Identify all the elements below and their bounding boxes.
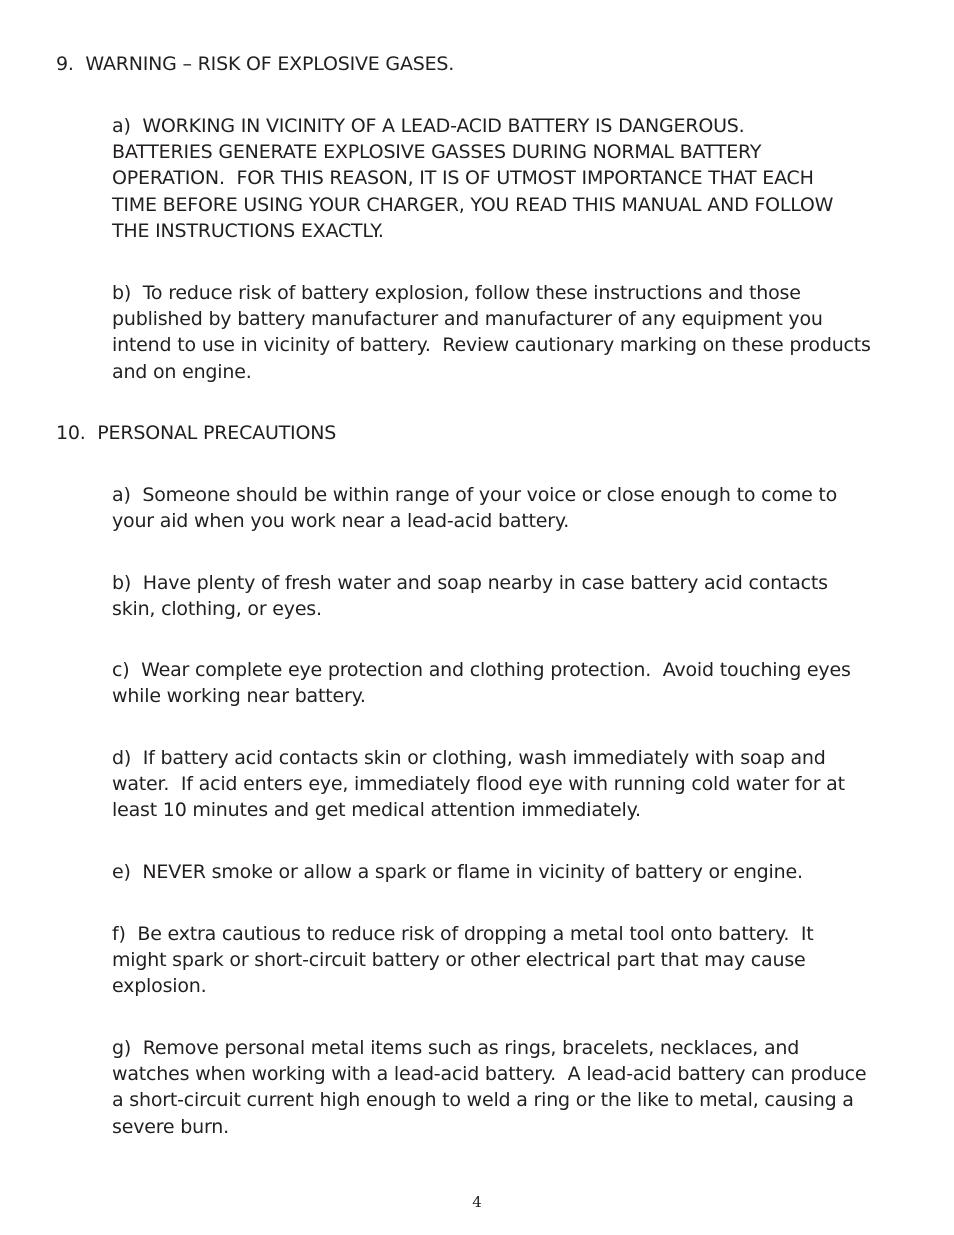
section-9-item-b [112,280,912,385]
section-10-item-c [112,657,912,709]
text-line: OPERATION. FOR THIS REASON, IT IS OF UTMOST IMPORTANCE THAT EACH [112,167,814,190]
text-line: published by battery manufacturer and manufacturer of any equipment you [112,308,823,331]
section-9-item-a [112,113,912,244]
text-line: f) Be extra cautious to reduce risk of dropping a metal tool onto battery. It [112,923,814,945]
section-10-item-g [112,1035,912,1140]
text-line: water. If acid enters eye, immediately flood eye with running cold water for at [112,773,845,796]
text-line: might spark or short-circuit battery or other electrical part that may cause [112,949,806,972]
text-line: c) Wear complete eye protection and clothing protection. Avoid touching eyes [112,659,851,681]
text-line: skin, clothing, or eyes. [112,598,322,621]
section-9-heading: 9. WARNING – RISK OF EXPLOSIVE GASES. [56,53,455,75]
section-10-item-a [112,482,912,534]
section-10-heading: 10. PERSONAL PRECAUTIONS [56,422,337,444]
text-line: d) If battery acid contacts skin or clothing, wash immediately with soap and [112,747,826,769]
text-line: a short-circuit current high enough to weld a ring or the like to metal, causing a [112,1089,854,1112]
text-line: explosion. [112,975,207,998]
text-line: a) Someone should be within range of your voice or close enough to come to [112,484,838,506]
page-number: 4 [472,1193,482,1211]
text-line: while working near battery. [112,685,366,708]
text-line: TIME BEFORE USING YOUR CHARGER, YOU READ THIS MANUAL AND FOLLOW [112,193,834,216]
text-line: b) Have plenty of fresh water and soap nearby in case battery acid contacts [112,572,828,594]
section-10-item-b [112,570,912,622]
text-line: a) WORKING IN VICINITY OF A LEAD-ACID BATTERY IS DANGEROUS. [112,115,745,137]
text-line: severe burn. [112,1115,229,1138]
section-10-item-e [112,859,912,885]
section-10-item-f [112,921,912,1000]
text-line: g) Remove personal metal items such as rings, bracelets, necklaces, and [112,1037,800,1059]
text-line: e) NEVER smoke or allow a spark or flame in vicinity of battery or engine. [112,861,803,883]
text-line: least 10 minutes and get medical attention immediately. [112,799,641,822]
text-line: watches when working with a lead-acid battery. A lead-acid battery can produce [112,1063,867,1086]
text-line: THE INSTRUCTIONS EXACTLY. [112,219,384,242]
text-line: b) To reduce risk of battery explosion, follow these instructions and those [112,282,801,304]
text-line: and on engine. [112,360,252,383]
text-line: your aid when you work near a lead-acid battery. [112,510,570,533]
section-10-item-d [112,745,912,824]
text-line: BATTERIES GENERATE EXPLOSIVE GASSES DURING NORMAL BATTERY [112,141,762,164]
text-line: intend to use in vicinity of battery. Review cautionary marking on these products [112,334,871,357]
